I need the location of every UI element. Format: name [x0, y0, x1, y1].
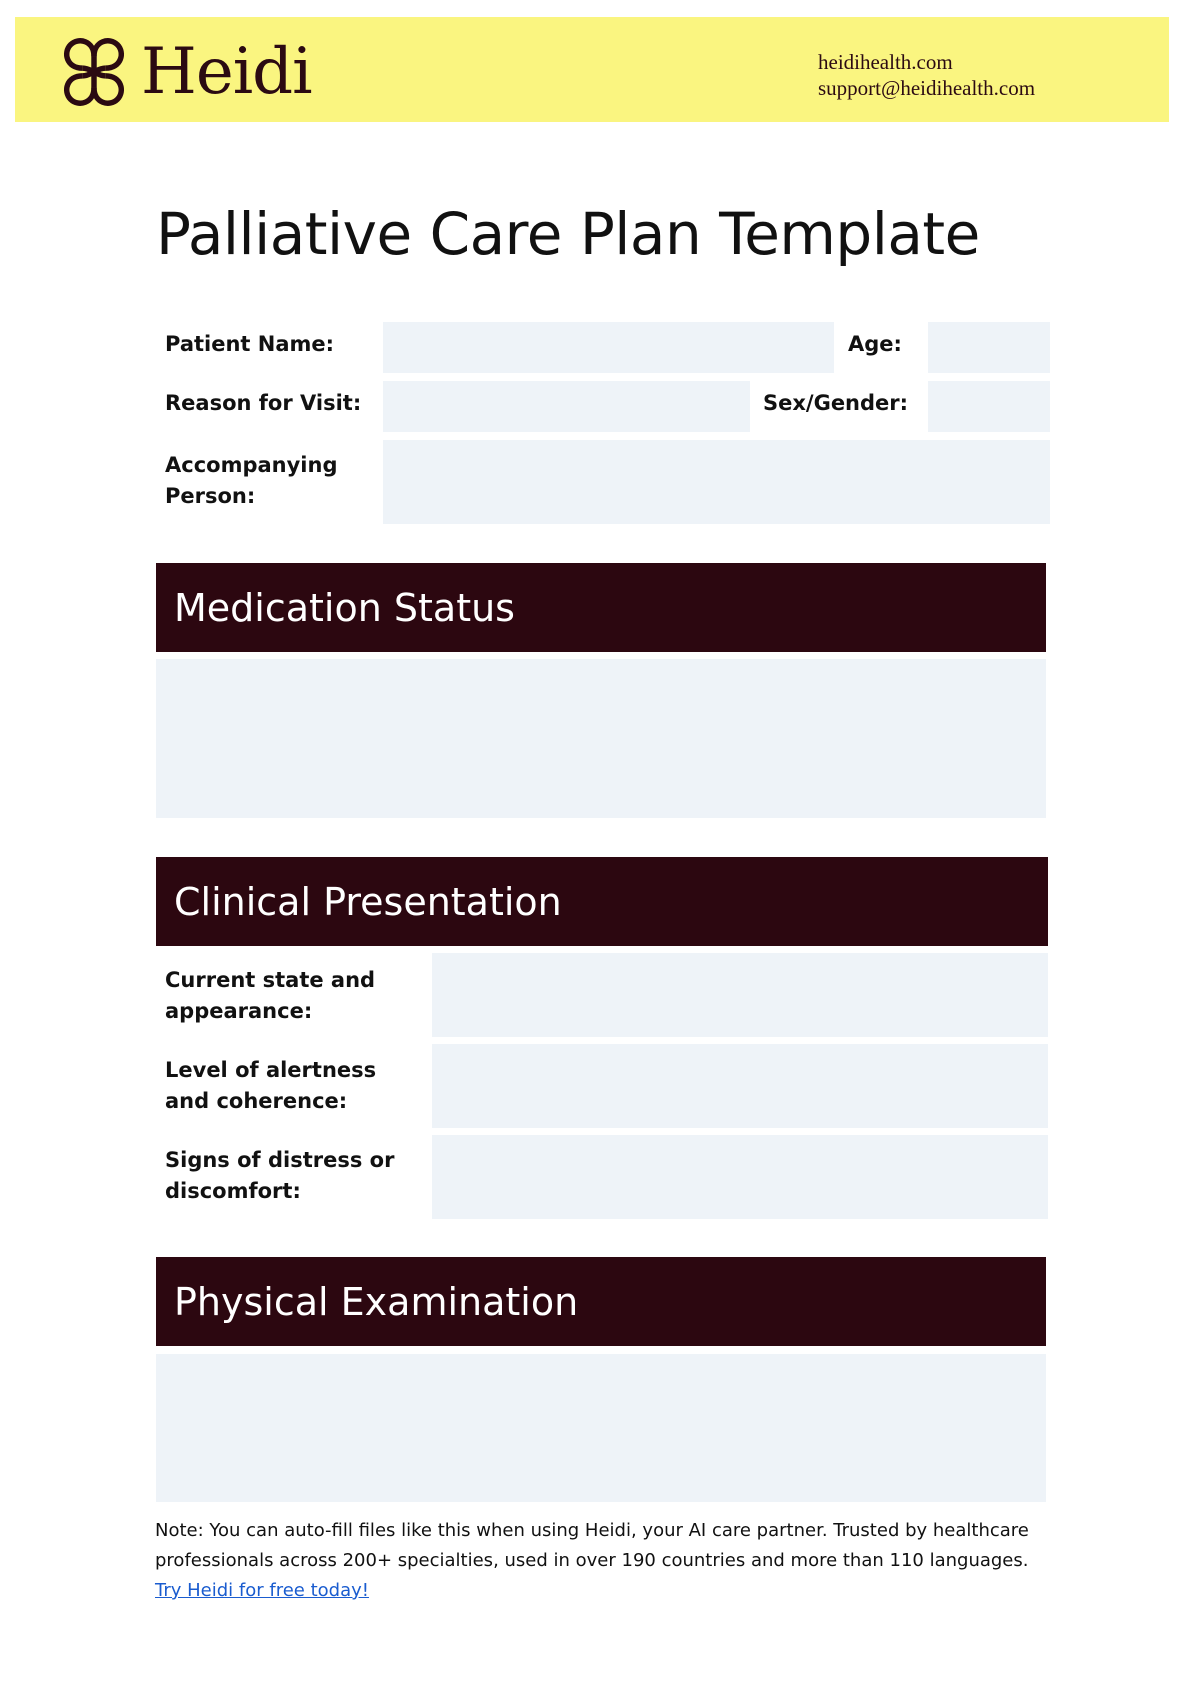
accompanying-person-label: Accompanying Person: [165, 453, 338, 508]
alertness-field[interactable] [432, 1044, 1048, 1128]
distress-label: Signs of distress or discomfort: [165, 1148, 395, 1203]
age-field[interactable] [928, 322, 1050, 373]
physical-examination-heading: Physical Examination [156, 1257, 1046, 1346]
distress-field[interactable] [432, 1135, 1048, 1219]
footer-note [155, 1516, 1055, 1606]
clinical-presentation-heading: Clinical Presentation [156, 857, 1048, 946]
medication-status-heading: Medication Status [156, 563, 1046, 652]
page-title: Palliative Care Plan Template [156, 200, 980, 268]
brand-name: Heidi [141, 35, 312, 109]
header-banner [15, 17, 1169, 122]
reason-for-visit-label: Reason for Visit: [165, 391, 362, 415]
physical-examination-field[interactable] [156, 1354, 1046, 1502]
patient-name-label: Patient Name: [165, 332, 335, 356]
try-heidi-link[interactable]: Try Heidi for free today! [155, 1580, 369, 1601]
sex-gender-label: Sex/Gender: [763, 391, 909, 415]
website-link[interactable]: heidihealth.com [818, 50, 953, 74]
contact-info [818, 49, 1035, 101]
sex-gender-field[interactable] [928, 381, 1050, 432]
alertness-label: Level of alertness and coherence: [165, 1058, 377, 1113]
accompanying-person-field[interactable] [383, 440, 1050, 524]
current-state-label: Current state and appearance: [165, 968, 376, 1023]
current-state-field[interactable] [432, 953, 1048, 1037]
logo [55, 33, 312, 111]
support-email[interactable]: support@heidihealth.com [818, 76, 1036, 100]
patient-name-field[interactable] [383, 322, 834, 373]
footer-note-text: Note: You can auto-fill files like this when using Heidi, your AI care partner. Trusted by healthcare professionals across 200+ specialties, used in over 190 countries and more than 110 languages. [155, 1520, 1029, 1571]
reason-for-visit-field[interactable] [383, 381, 750, 432]
age-label: Age: [848, 332, 902, 356]
heidi-logo-icon [55, 33, 133, 111]
medication-status-field[interactable] [156, 659, 1046, 818]
